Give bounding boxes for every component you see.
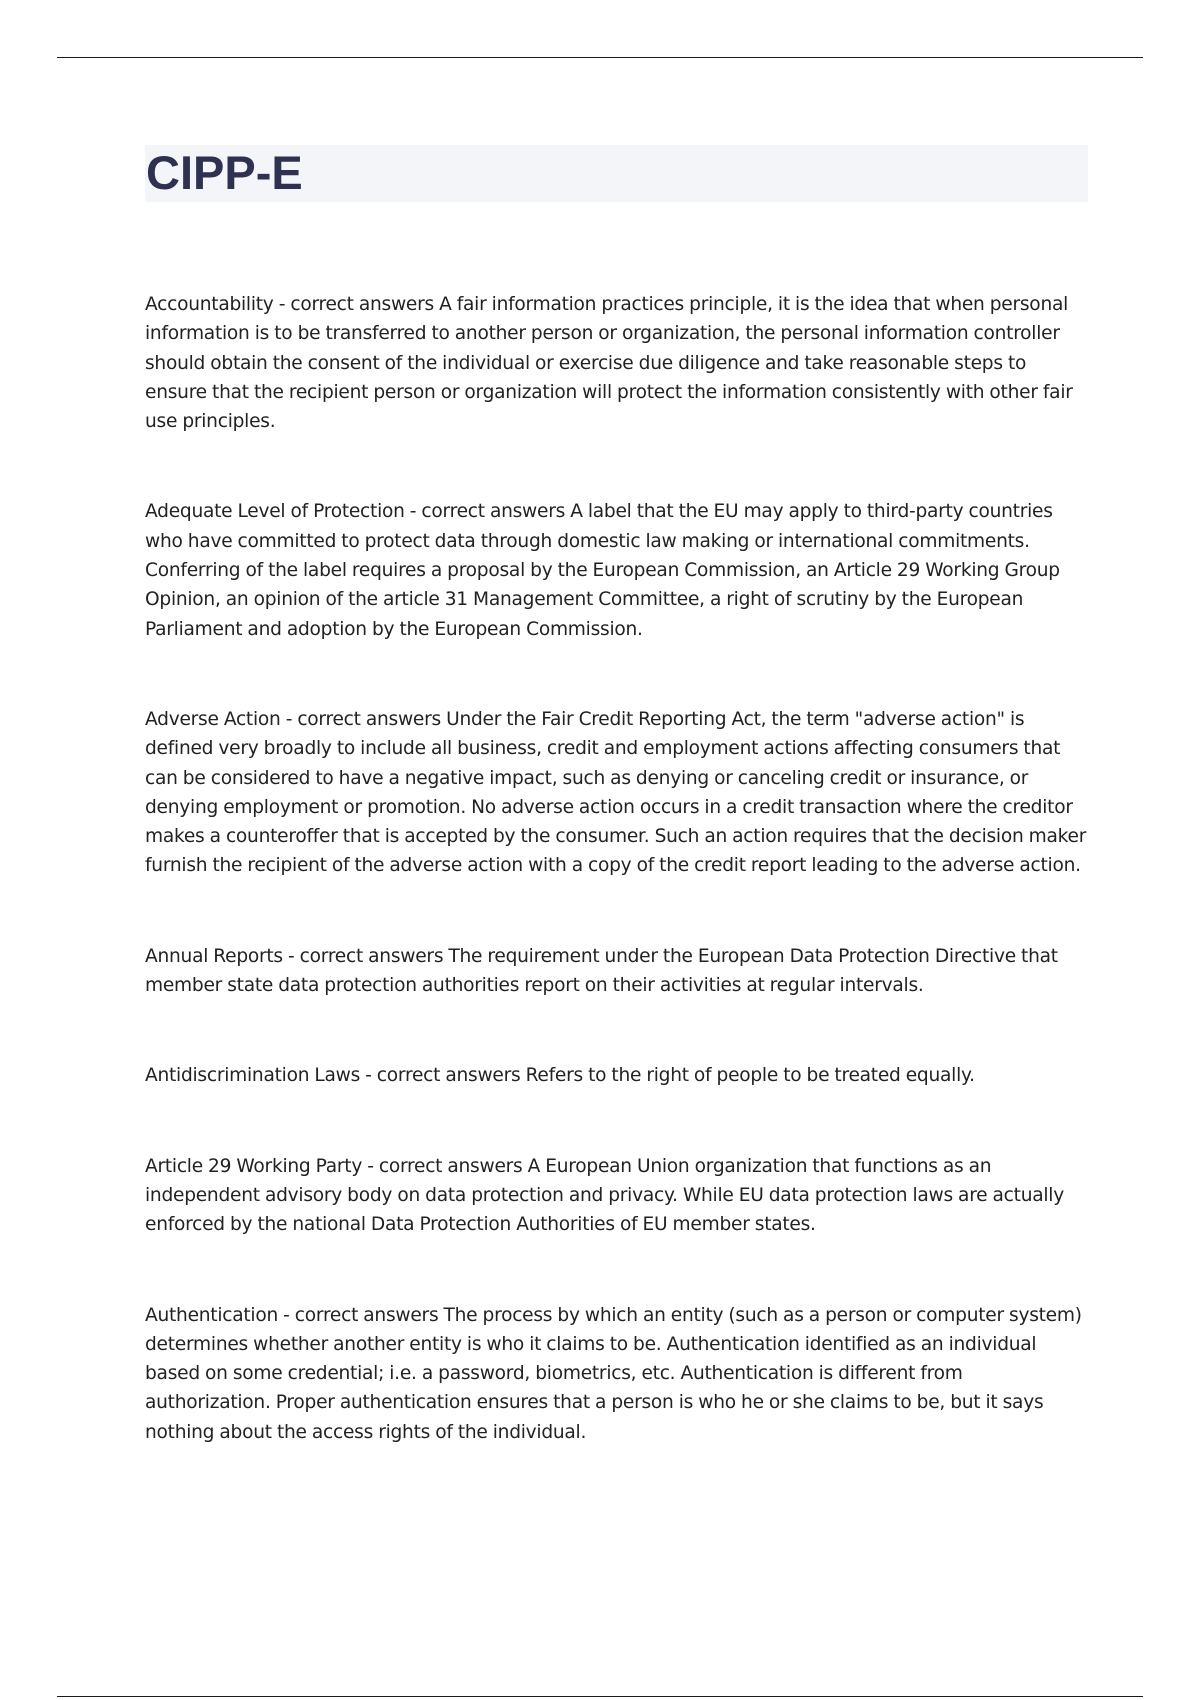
top-rule: [57, 57, 1143, 58]
entry-antidiscrimination-laws: Antidiscrimination Laws - correct answers Refers to the right of people to be treated equally.: [145, 1065, 975, 1087]
entry-adverse-action: Adverse Action - correct answers Under the Fair Credit Reporting Act, the term "adverse action" is defined very broadly to include all business, credit and employment actions affecting consumers that can be considered to have a negative impact, such as denying or canceling credit or insurance, or denying employment or promotion. No adverse action occurs in a credit transaction where the creditor makes a counteroffer that is accepted by the consumer. Such an action requires that the decision maker furnish the recipient of the adverse action with a copy of the credit report leading to the adverse action.: [145, 708, 1087, 877]
entry-adequate-level-of-protection: Adequate Level of Protection - correct answers A label that the EU may apply to third-party countries who have committed to protect data through domestic law making or international commitments. Conferring of the label requires a proposal by the European Commission, an Article 29 Working Group Opinion, an opinion of the article 31 Management Committee, a right of scrutiny by the European Parliament and adoption by the European Commission.: [145, 501, 1060, 640]
entry-article-29-working-party: Article 29 Working Party - correct answers A European Union organization that functions as an independent advisory body on data protection and privacy. While EU data protection laws are actually enforced by the national Data Protection Authorities of EU member states.: [145, 1155, 1064, 1236]
entry-annual-reports: Annual Reports - correct answers The requirement under the European Data Protection Directive that member state data protection authorities report on their activities at regular intervals.: [145, 945, 1058, 997]
document-title: CIPP-E: [146, 146, 303, 199]
entry-accountability: Accountability - correct answers A fair information practices principle, it is the idea that when personal information is to be transferred to another person or organization, the personal information controller should obtain the consent of the individual or exercise due diligence and take reasonable steps to ensure that the recipient person or organization will protect the information consistently with other fair use principles.: [145, 294, 1073, 433]
entry-authentication: Authentication - correct answers The process by which an entity (such as a person or computer system) determines whether another entity is who it claims to be. Authentication identified as an individual based on some credential; i.e. a password, biometrics, etc. Authentication is different from authorization. Proper authentication ensures that a person is who he or she claims to be, but it says nothing about the access rights of the individual.: [145, 1304, 1082, 1443]
bottom-rule: [57, 1696, 1143, 1697]
entry-list: [145, 290, 1090, 1447]
